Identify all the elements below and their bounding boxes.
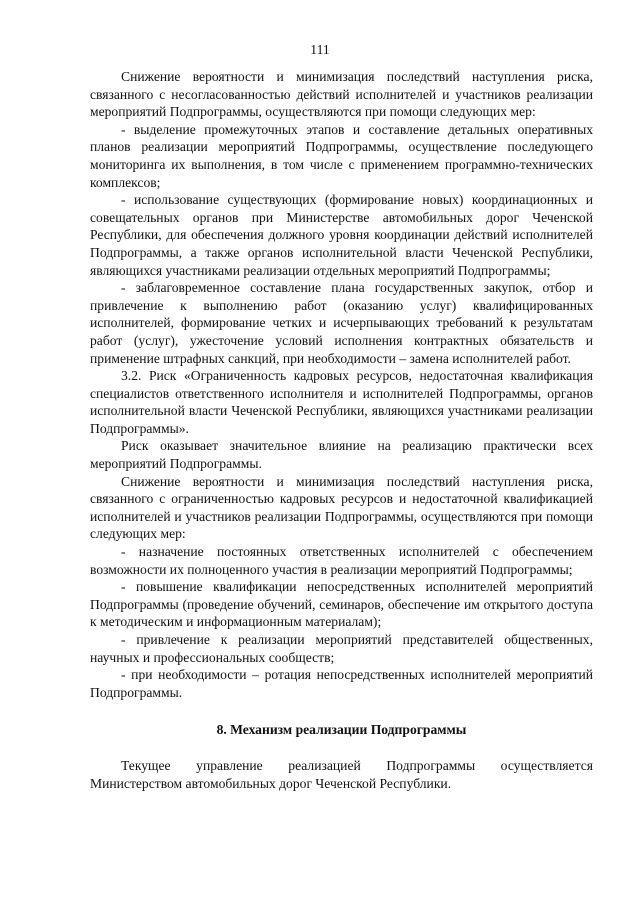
list-item-qualification: - повышение квалификации непосредственных исполнителей мероприятий Подпрограммы (проведение обучений, семинаров, обеспечение им открытого доступа к методическим и информационным материалам); bbox=[90, 579, 593, 630]
list-item-community-involvement: - привлечение к реализации мероприятий представителей общественных, научных и профессиональных сообществ; bbox=[90, 632, 593, 665]
list-item-rotation: - при необходимости – ротация непосредственных исполнителей мероприятий Подпрограммы. bbox=[90, 667, 593, 700]
document-body bbox=[90, 68, 593, 792]
paragraph-risk-influence: Риск оказывает значительное влияние на реализацию практически всех мероприятий Подпрограммы. bbox=[90, 438, 593, 472]
paragraph-risk-3-2: 3.2. Риск «Ограниченность кадровых ресурсов, недостаточная квалификация специалистов ответственного исполнителя и исполнителей Подпрограммы, органов исполнительной власти Чеченской Республики, являющихся участниками реализации Подпрограммы». bbox=[90, 368, 593, 436]
section-heading: 8. Механизм реализации Подпрограммы bbox=[216, 722, 467, 738]
paragraph-staff-mitigation-intro: Снижение вероятности и минимизация последствий наступления риска, связанного с ограниченностью кадровых ресурсов и недостаточной квалификацией исполнителей и участников реализации Подпрограммы, осуществляются при помощи следующих мер: bbox=[90, 473, 593, 542]
paragraph-risk-mitigation-intro: Снижение вероятности и минимизация последствий наступления риска, связанного с несогласованностью действий исполнителей и участников реализации мероприятий Подпрограммы, осуществляются при помощи следующих мер: bbox=[90, 69, 593, 120]
list-item-permanent-executors: - назначение постоянных ответственных исполнителей с обеспечением возможности их полноценного участия в реализации мероприятий Подпрограммы; bbox=[90, 544, 593, 577]
page-number: 111 bbox=[310, 42, 330, 57]
list-item-intermediate-stages: - выделение промежуточных этапов и составление детальных оперативных планов реализации мероприятий Подпрограммы, осуществление последующего мониторинга их выполнения, в том числе с применением программно-технических комплексов; bbox=[90, 121, 593, 190]
paragraph-current-management: Текущее управление реализацией Подпрограммы осуществляется Министерством автомобильных дорог Чеченской Республики. bbox=[90, 757, 593, 791]
list-item-coordination-bodies: - использование существующих (формирование новых) координационных и совещательных органов при Министерстве автомобильных дорог Чеченской Республики, для обеспечения должного уровня координации действий исполнителей Подпрограммы, а также органов исполнительной власти Чеченской Республики, являющихся участниками реализации отдельных мероприятий Подпрограммы; bbox=[90, 192, 593, 278]
list-item-procurement-plan: - заблаговременное составление плана государственных закупок, отбор и привлечение к выполнению работ (оказанию услуг) квалифицированных исполнителей, формирование четких и исчерпывающих требований к результатам работ (услуг), ужесточение условий исполнения контрактных обязательств и применение штрафных санкций, при необходимости – замена исполнителей работ. bbox=[90, 280, 593, 366]
